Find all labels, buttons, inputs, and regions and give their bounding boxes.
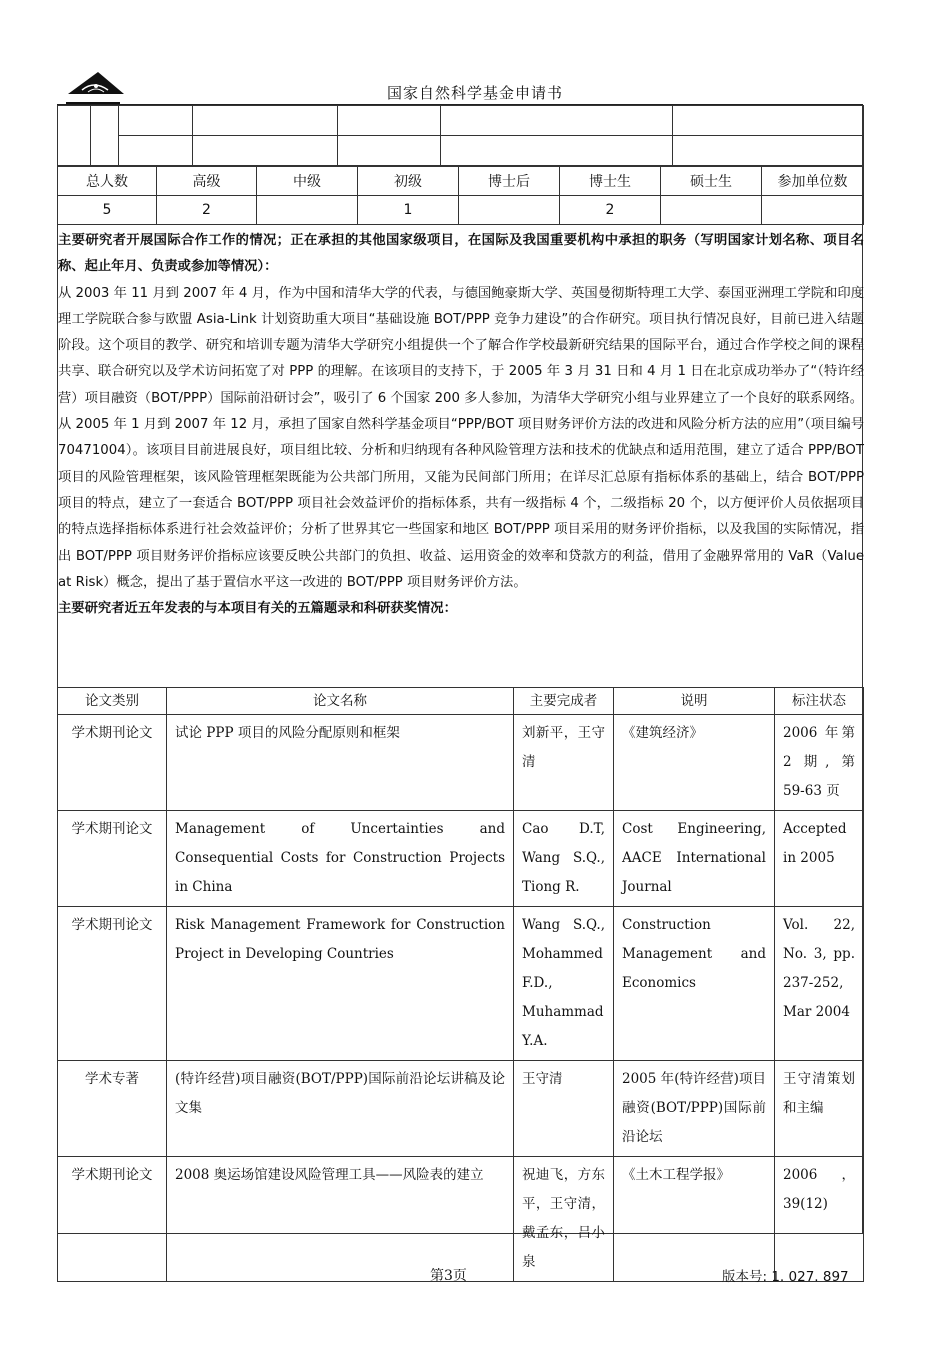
staff-value-row xyxy=(58,196,864,225)
header-authors: 主要完成者 xyxy=(514,688,614,715)
staff-value-total: 5 xyxy=(58,196,157,225)
staff-table xyxy=(57,166,864,225)
pub-status: 王守清策划和主编 xyxy=(775,1061,864,1157)
staff-value-postdoc xyxy=(459,196,560,225)
grid-cell xyxy=(673,106,864,136)
grid-cell xyxy=(91,106,119,166)
intl-cooperation-section xyxy=(58,228,864,622)
grid-cell xyxy=(119,136,193,166)
staff-header-master: 硕士生 xyxy=(661,167,762,196)
pub-title: Management of Uncertainties and Consequential Costs for Construction Projects in China xyxy=(167,811,514,907)
intl-paragraph-nsfc-project: 从 2005 年 1 月到 2007 年 12 月，承担了国家自然科学基金项目“PPP/BOT 项目财务评价方法的改进和风险分析方法的应用”（项目编号 70471004）。该项目目前进展良好，项目组比较、分析和归纳现有各种风险管理方法和技术的优缺点和适用范围，建立了适合 PPP/BOT 项目的风险管理框架，该风险管理框架既能为公共部门所用，又能为民间部门所用；在详尽汇总原有指标体系的基础上，结合 BOT/PPP 项目的特点，建立了一套适合 BOT/PPP 项目社会效益评价的指标体系，共有一级指标 4 个，二级指标 20 个，以方便评价人员依据项目的特点选择指标体系进行社会效益评价；分析了世界其它一些国家和地区 BOT/PPP 项目采用的财务评价指标，以及我国的实际情况，指出 BOT/PPP 项目财务评价指标应该要反映公共部门的负担、收益、运用资金的效率和贷款方的利益，借用了金融界常用的 VaR（Value at Risk）概念，提出了基于置信水平这一改进的 BOT/PPP 项目财务评价方法。 xyxy=(58,417,864,590)
version-number: 版本号: 1. 027. 897 xyxy=(722,1269,849,1285)
document-title: 国家自然科学基金申请书 xyxy=(386,84,563,102)
pub-category: 学术期刊论文 xyxy=(58,907,167,1061)
intl-heading: 主要研究者开展国际合作工作的情况；正在承担的其他国家级项目，在国际及我国重要机构中承担的职务（写明国家计划名称、项目名称、起止年月、负责或参加等情况）： xyxy=(58,233,864,275)
staff-header-senior: 高级 xyxy=(157,167,257,196)
pub-category: 学术期刊论文 xyxy=(58,715,167,811)
pub-authors: 刘新平，王守清 xyxy=(514,715,614,811)
pub-authors: Wang S.Q., Mohammed F.D., Muhammad Y.A. xyxy=(514,907,614,1061)
pub-note: 《土木工程学报》 xyxy=(614,1157,775,1282)
pub-status: 2006 年第 2 期, 第 59-63 页 xyxy=(775,715,864,811)
staff-header-middle: 中级 xyxy=(257,167,358,196)
continuation-grid xyxy=(57,105,864,166)
grid-cell xyxy=(441,106,673,136)
staff-header-total: 总人数 xyxy=(58,167,157,196)
grid-cell xyxy=(119,106,193,136)
grid-cell xyxy=(193,136,338,166)
grid-cell xyxy=(338,136,441,166)
publications-table xyxy=(57,687,864,1282)
pub-authors: Cao D.T, Wang S.Q., Tiong R. xyxy=(514,811,614,907)
staff-header-row xyxy=(58,167,864,196)
staff-value-units xyxy=(762,196,864,225)
pub-note: Construction Management and Economics xyxy=(614,907,775,1061)
table-row xyxy=(58,1157,864,1282)
pub-status: Vol. 22, No. 3, pp. 237-252, Mar 2004 xyxy=(775,907,864,1061)
pub-category: 学术期刊论文 xyxy=(58,811,167,907)
staff-value-phd: 2 xyxy=(560,196,661,225)
pub-category: 学术专著 xyxy=(58,1061,167,1157)
pub-note: 《建筑经济》 xyxy=(614,715,775,811)
pub-category: 学术期刊论文 xyxy=(58,1157,167,1282)
pub-title: 试论 PPP 项目的风险分配原则和框架 xyxy=(167,715,514,811)
table-row xyxy=(58,811,864,907)
pub-note: 2005 年(特许经营)项目融资(BOT/PPP)国际前沿论坛 xyxy=(614,1061,775,1157)
pub-title: Risk Management Framework for Construction Project in Developing Countries xyxy=(167,907,514,1061)
grid-cell xyxy=(193,106,338,136)
pub-note: Cost Engineering, AACE International Journal xyxy=(614,811,775,907)
staff-header-junior: 初级 xyxy=(358,167,459,196)
header-note: 说明 xyxy=(614,688,775,715)
header-status: 标注状态 xyxy=(775,688,864,715)
pub-title: (特许经营)项目融资(BOT/PPP)国际前沿论坛讲稿及论文集 xyxy=(167,1061,514,1157)
intl-paragraph-asia-link: 从 2003 年 11 月到 2007 年 4 月，作为中国和清华大学的代表，与德国鲍豪斯大学、英国曼彻斯特理工大学、泰国亚洲理工学院和印度理工学院联合参与欧盟 Asia-Link 计划资助重大项目“基础设施 BOT/PPP 竞争力建设”的合作研究。项目执行情况良好，目前已进入结题阶段。这个项目的教学、研究和培训专题为清华大学研究小组提供一个了解合作学校最新研究结果的国际平台，通过合作学校之间的课程共享、联合研究以及学术访问拓宽了对 PPP 的理解。在该项目的支持下，于 2005 年 3 月 31 日和 4 月 1 日在北京成功举办了“（特许经营）项目融资（BOT/PPP）国际前沿研讨会”，吸引了 6 个国家 200 多人参加，为清华大学研究小组与业界建立了一个良好的联系网络。 xyxy=(58,285,864,406)
staff-value-middle xyxy=(257,196,358,225)
staff-header-postdoc: 博士后 xyxy=(459,167,560,196)
pub-authors: 祝迪飞，方东平，王守清，戴孟东，吕小泉 xyxy=(514,1157,614,1282)
pub-status: 2006 ，39(12) xyxy=(775,1157,864,1282)
header-category: 论文类别 xyxy=(58,688,167,715)
pub-status: Accepted in 2005 xyxy=(775,811,864,907)
staff-value-senior: 2 xyxy=(157,196,257,225)
pub-title: 2008 奥运场馆建设风险管理工具——风险表的建立 xyxy=(167,1157,514,1282)
staff-header-phd: 博士生 xyxy=(560,167,661,196)
pub-authors: 王守清 xyxy=(514,1061,614,1157)
publications-heading: 主要研究者近五年发表的与本项目有关的五篇题录和科研获奖情况： xyxy=(58,601,457,617)
grid-cell xyxy=(338,106,441,136)
grid-cell xyxy=(58,106,91,166)
table-row xyxy=(58,1061,864,1157)
table-row xyxy=(58,907,864,1061)
staff-header-units: 参加单位数 xyxy=(762,167,864,196)
page-number: 第3页 xyxy=(430,1268,467,1284)
grid-cell xyxy=(441,136,673,166)
table-row xyxy=(58,715,864,811)
header-title: 论文名称 xyxy=(167,688,514,715)
staff-value-master xyxy=(661,196,762,225)
staff-value-junior: 1 xyxy=(358,196,459,225)
grid-cell xyxy=(673,136,864,166)
publications-header-row xyxy=(58,688,864,715)
